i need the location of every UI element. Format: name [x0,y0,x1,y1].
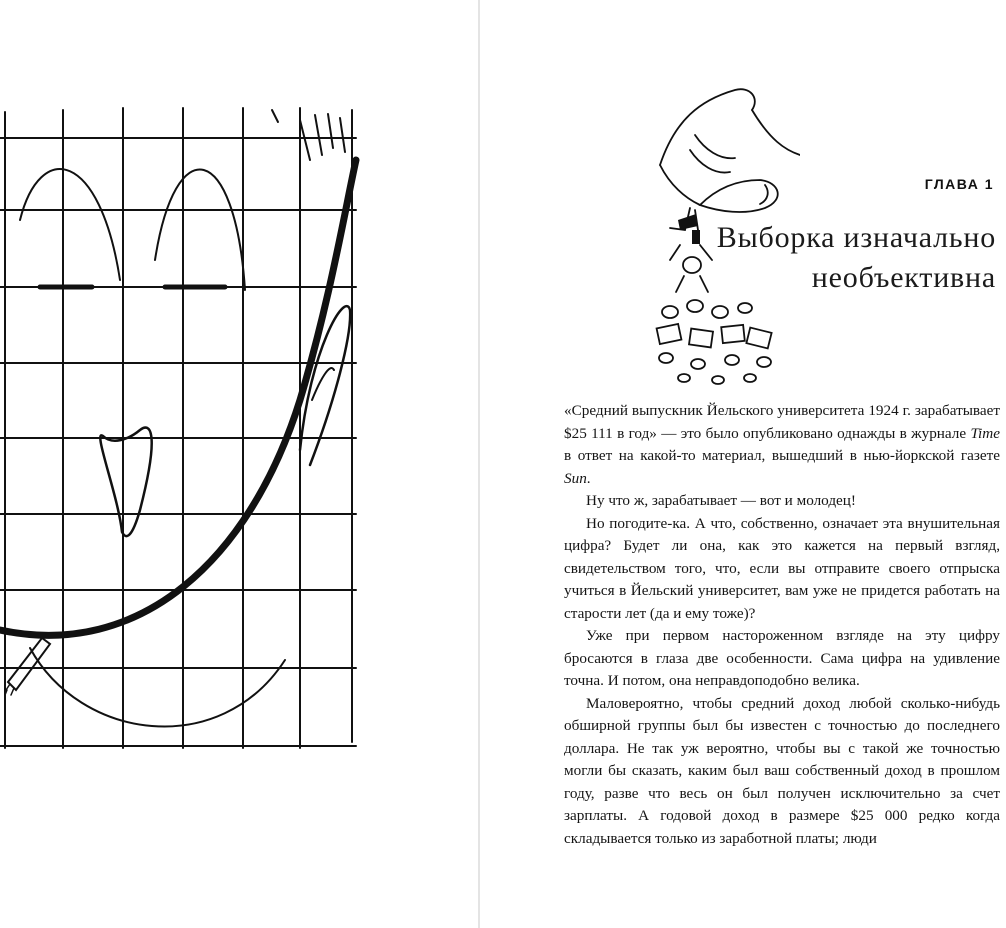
paragraph-1-part-c: в ответ на какой-то материал, вышедший в нью-йоркской газете [564,447,1000,464]
chapter-label: ГЛАВА 1 [924,176,994,192]
paragraph-1 [564,400,1000,490]
newspaper-name: Sun [564,469,587,487]
paragraph-1-part-a: «Средний выпускник Йельского университета 1924 г. зарабатывает $25 111 в год» — это было опубликовано однажды в журнале [564,402,1000,442]
chapter-title-line-1: Выборка изначально [716,221,996,254]
magazine-name: Time [970,424,1000,442]
chapter-title-line-2: необъективна [811,261,996,294]
right-page [480,0,1006,928]
chapter-title [696,218,996,298]
body-text [564,400,1000,850]
paragraph-1-part-e: . [586,469,591,487]
paragraph-2: Ну что ж, зарабатывает — вот и молодец! [586,492,856,509]
left-page [0,0,478,928]
face-graph-illustration [0,100,360,760]
paragraph-4: Уже при первом настороженном взгляде на эту цифру бросаются в глаза две особенности. Сама цифра на удивление точна. И потом, она неправдоподобно велика. [564,627,1000,689]
paragraph-5: Маловероятно, чтобы средний доход любой сколько-нибудь обширной группы был бы известен с точностью до последнего доллара. Не так уж вероятно, чтобы вы с такой же точностью могли бы сказать, каким был ваш собственный доход в прошлом году, разве что весь он был получен исключительно за счет зарплаты. А годовой доход в размере $25 000 редко когда складывается только из заработной платы; люди [564,694,1000,847]
paragraph-3: Но погодите-ка. А что, собственно, означает эта внушительная цифра? Будет ли она, как это кажется на первый взгляд, свидетельством того, что, если вы отправите своего отпрыска учиться в Йельский университет, вам уже не придется работать на старости лет (да и ему тоже)? [564,514,1000,622]
